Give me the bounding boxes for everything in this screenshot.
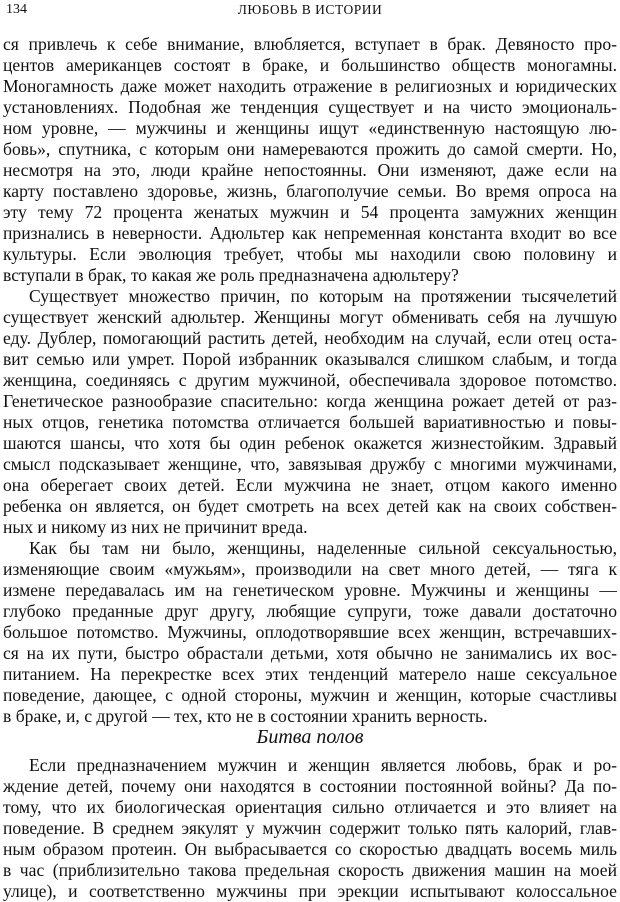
page-header [6,2,614,24]
paragraph-first-line: Существует множество причин, по которым на протяжении тысячелетий [29,286,617,306]
text-line: центов американцев состоят в браке, и большинство обществ моногамны. [3,55,617,75]
text-line: смысл подсказывает женщине, что, завязывая дружбу с многими мужчинами, [3,454,617,474]
text-line: карту поставлено здоровье, жизнь, благополучие семьи. Во время опроса на [3,181,617,201]
text-line: ных и никому из них не причинит вреда. [3,517,308,537]
text-line: ся на их пути, быстро обрастали детьми, хотя обычно не занимались их вос- [3,643,617,663]
running-head: ЛЮБОВЬ В ИСТОРИИ [237,2,383,17]
text-line: большое потомство. Мужчины, оплодотворявшие всех женщин, встречавших- [3,622,617,642]
text-line: ся привлечь к себе внимание, влюбляется, вступает в брак. Девяносто про- [3,34,617,54]
text-line: культуры. Если эволюция требует, чтобы мы находили свою половину и [3,244,617,264]
text-line: признались в неверности. Адюльтер как непременная константа входит во все [3,223,617,243]
paragraph-first-line: Как бы там ни было, женщины, наделенные сильной сексуальностью, [29,538,617,558]
text-line: существует женский адюльтер. Женщины могут обменивать себя на лучшую [3,307,617,327]
text-line: глубоко преданные друг другу, любящие супруги, тоже давали достаточно [3,601,617,621]
text-line: вступали в брак, то какая же роль предназначена адюльтеру? [3,265,459,285]
text-line: в час (приблизительно такова предельная скорость движения машин на моей [3,860,617,880]
text-line: Генетическое разнообразие спасительно: когда женщина рожает детей от раз- [3,391,617,411]
text-line: ных отцов, генетика потомства отличается большей вариативностью и повы- [3,412,617,432]
text-line: эту тему 72 процента женатых мужчин и 54 процента замужних женщин [3,202,617,222]
text-line: женщина, соединяясь с другим мужчиной, обеспечивала здоровое потомство. [3,370,617,390]
text-line: ребенка он является, он будет смотреть на всех детей как на своих собствен- [3,496,617,516]
section-heading: Битва полов [256,726,364,748]
paragraph-first-line: Если предназначением мужчин и женщин является любовь, брак и ро- [29,755,617,775]
text-line: измене передавалась им на генетическом уровне. Мужчины и женщины — [3,580,617,600]
text-line: питанием. На перекрестке всех этих тенденций матерело наше сексуальное [3,664,617,684]
text-line: улице), и соответственно мужчины при эрекции испытывают колоссальное [3,881,617,901]
text-line: несмотря на это, люди крайне непостоянны. Они изменяют, даже если на [3,160,617,180]
text-line: установлениях. Подобная же тенденция существует и на чисто эмоциональ- [3,97,617,117]
section-one-text [3,34,617,727]
text-line: поведение, дающее, с одной стороны, мужчин и женщин, которые счастливы [3,685,617,705]
text-line: вит семью или умрет. Порой избранник оказывался слишком слабым, и тогда [3,349,617,369]
text-line: еду. Дублер, помогающий растить детей, необходим на случай, если отец оста- [3,328,617,348]
text-line: ном уровне, — мужчины и женщины ищут «единственную настоящую лю- [3,118,617,138]
text-line: в браке, и, с другой — тех, кто не в состоянии хранить верность. [3,706,488,726]
section-two-text [3,755,617,902]
text-line: ждение детей, почему они находятся в состоянии постоянной войны? Да по- [3,776,617,796]
text-line: ным образом протеин. Он выбрасывается со скоростью двадцать восемь миль [3,839,617,859]
page-number: 134 [6,2,27,17]
text-line: она оберегает своих детей. Если мужчина не знает, отцом какого именно [3,475,617,495]
text-line: поведение. В среднем эякулят у мужчин содержит только пять калорий, глав- [3,818,617,838]
text-line: шаются шансы, что хотя бы один ребенок окажется жизнестойким. Здравый [3,433,617,453]
text-line: тому, что их биологическая ориентация сильно отличается и это влияет на [3,797,617,817]
text-line: Моногамность даже может находить отражение в религиозных и юридических [3,76,617,96]
text-line: изменяющие своим «мужьям», производили на свет много детей, — тяга к [3,559,617,579]
text-line: бовь», спутника, с которым они намереваются прожить до самой смерти. Но, [3,139,617,159]
